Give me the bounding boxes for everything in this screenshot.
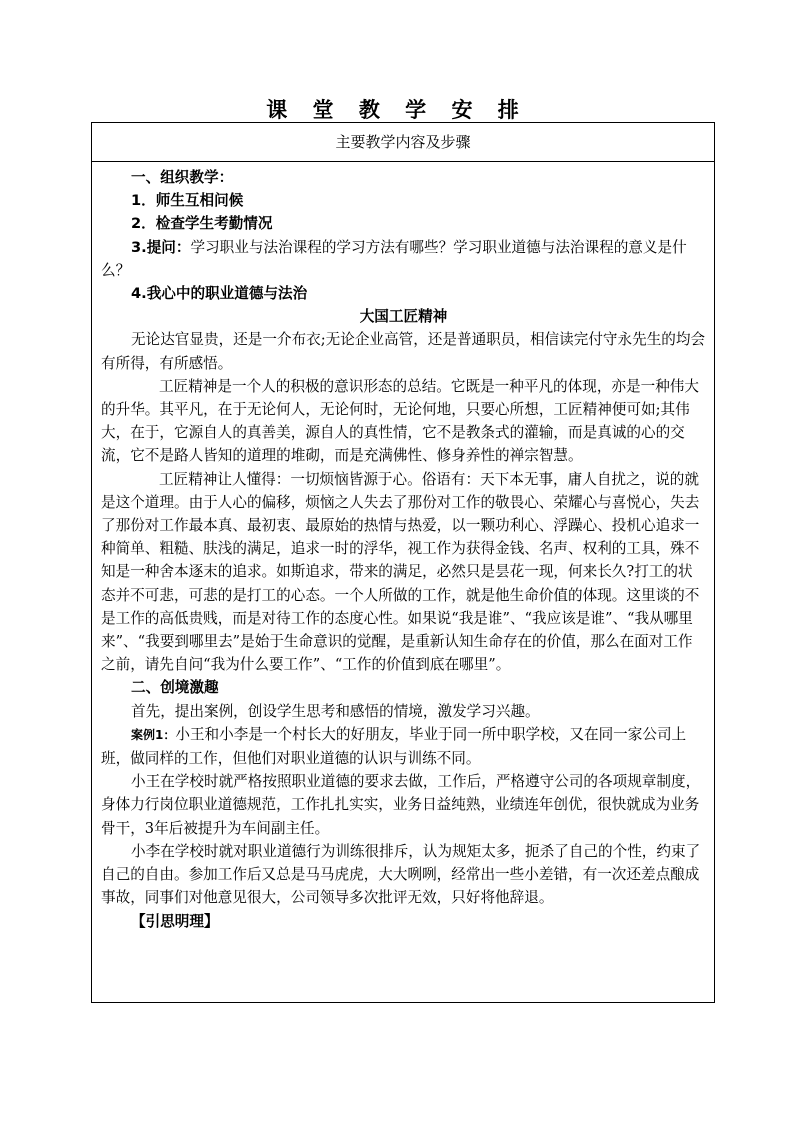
section2-heading: 二、创境激趣 (131, 679, 219, 697)
case-wang-paragraph: 小王在学校时就严格按照职业道德的要求去做，工作后，严格遵守公司的各项规章制度，身体力行岗位职业道德规范，工作扎扎实实，业务日益纯熟，业绩连年创优，很快就成为业务骨干，3年后被提升为车间副主任。 (101, 773, 701, 837)
lesson-table (91, 122, 715, 1003)
article-paragraph-1: 无论达官显贵，还是一介布衣;无论企业高管，还是普通职员，相信读完付守永先生的均会有所得，有所感悟。 (101, 331, 706, 372)
article-paragraph-2: 工匠精神是一个人的积极的意识形态的总结。它既是一种平凡的体现，亦是一种伟大的升华。其平凡，在于无论何人，无论何时，无论何地，只要心所想，工匠精神便可如;其伟大，在于，它源自人的真善美，源自人的真性情，它不是教条式的灌输，而是真诚的心的交流，它不是路人皆知的道理的堆砌，而是充满佛性、修身养性的禅宗智慧。 (101, 377, 699, 465)
table-header: 主要教学内容及步骤 (92, 123, 714, 162)
article-paragraph-3: 工匠精神让人懂得：一切烦恼皆源于心。俗语有：天下本无事，庸人自扰之，说的就是这个道理。由于人心的偏移，烦恼之人失去了那份对工作的敬畏心、荣耀心与喜悦心，失去了那份对工作最本真、最初衷、最原始的热情与热爱，以一颗功利心、浮躁心、投机心追求一种简单、粗糙、肤浅的满足，追求一时的浮华，视工作为获得金钱、名声、权利的工具，殊不知是一种舍本逐末的追求。如斯追求，带来的满足，必然只是昙花一现，何来长久?打工的状态并不可悲，可悲的是打工的心态。一个人所做的工作，就是他生命价值的体现。这里谈的不是工作的高低贵贱，而是对待工作的态度心性。如果说“我是谁”、“我应该是谁”、“我从哪里来”、“我要到哪里去”是始于生命意识的觉醒，是重新认知生命存在的价值，那么在面对工作之前，请先自问“我为什么要工作”、“工作的价值到底在哪里”。 (101, 470, 700, 674)
item-question (101, 236, 706, 282)
section1-heading: 一、组织教学： (131, 169, 234, 186)
page-title: 课 堂 教 学 安 排 (266, 98, 528, 122)
item-attendance: 2．检查学生考勤情况 (131, 215, 273, 233)
item-my-view: 4.我心中的职业道德与法治 (131, 285, 308, 303)
case-li-paragraph: 小李在学校时就对职业道德行为训练很排斥，认为规矩太多，扼杀了自己的个性，约束了自己的自由。参加工作后又总是马马虎虎，大大咧咧，经常出一些小差错，有一次还差点酿成事故，同事们对他意见很大，公司领导多次批评无效，只好将他辞退。 (101, 842, 701, 907)
section2-intro: 首先，提出案例，创设学生思考和感悟的情境，激发学习兴趣。 (131, 702, 540, 720)
thinking-heading: 【引思明理】 (131, 912, 219, 930)
item-question-label: 3.提问： (131, 238, 191, 256)
case-1 (101, 723, 706, 770)
article-title: 大国工匠精神 (359, 308, 448, 326)
lesson-content (92, 162, 714, 933)
item-question-text: 学习职业与法治课程的学习方法有哪些？学习职业道德与法治课程的意义是什么？ (101, 238, 687, 279)
case-1-label: 案例1： (131, 727, 176, 742)
case-1-text: 小王和小李是一个村长大的好朋友，毕业于同一所中职学校，又在同一家公司上班，做同样的工作，但他们对职业道德的认识与训练不同。 (101, 725, 687, 768)
item-greeting: 1．师生互相问候 (131, 192, 244, 210)
